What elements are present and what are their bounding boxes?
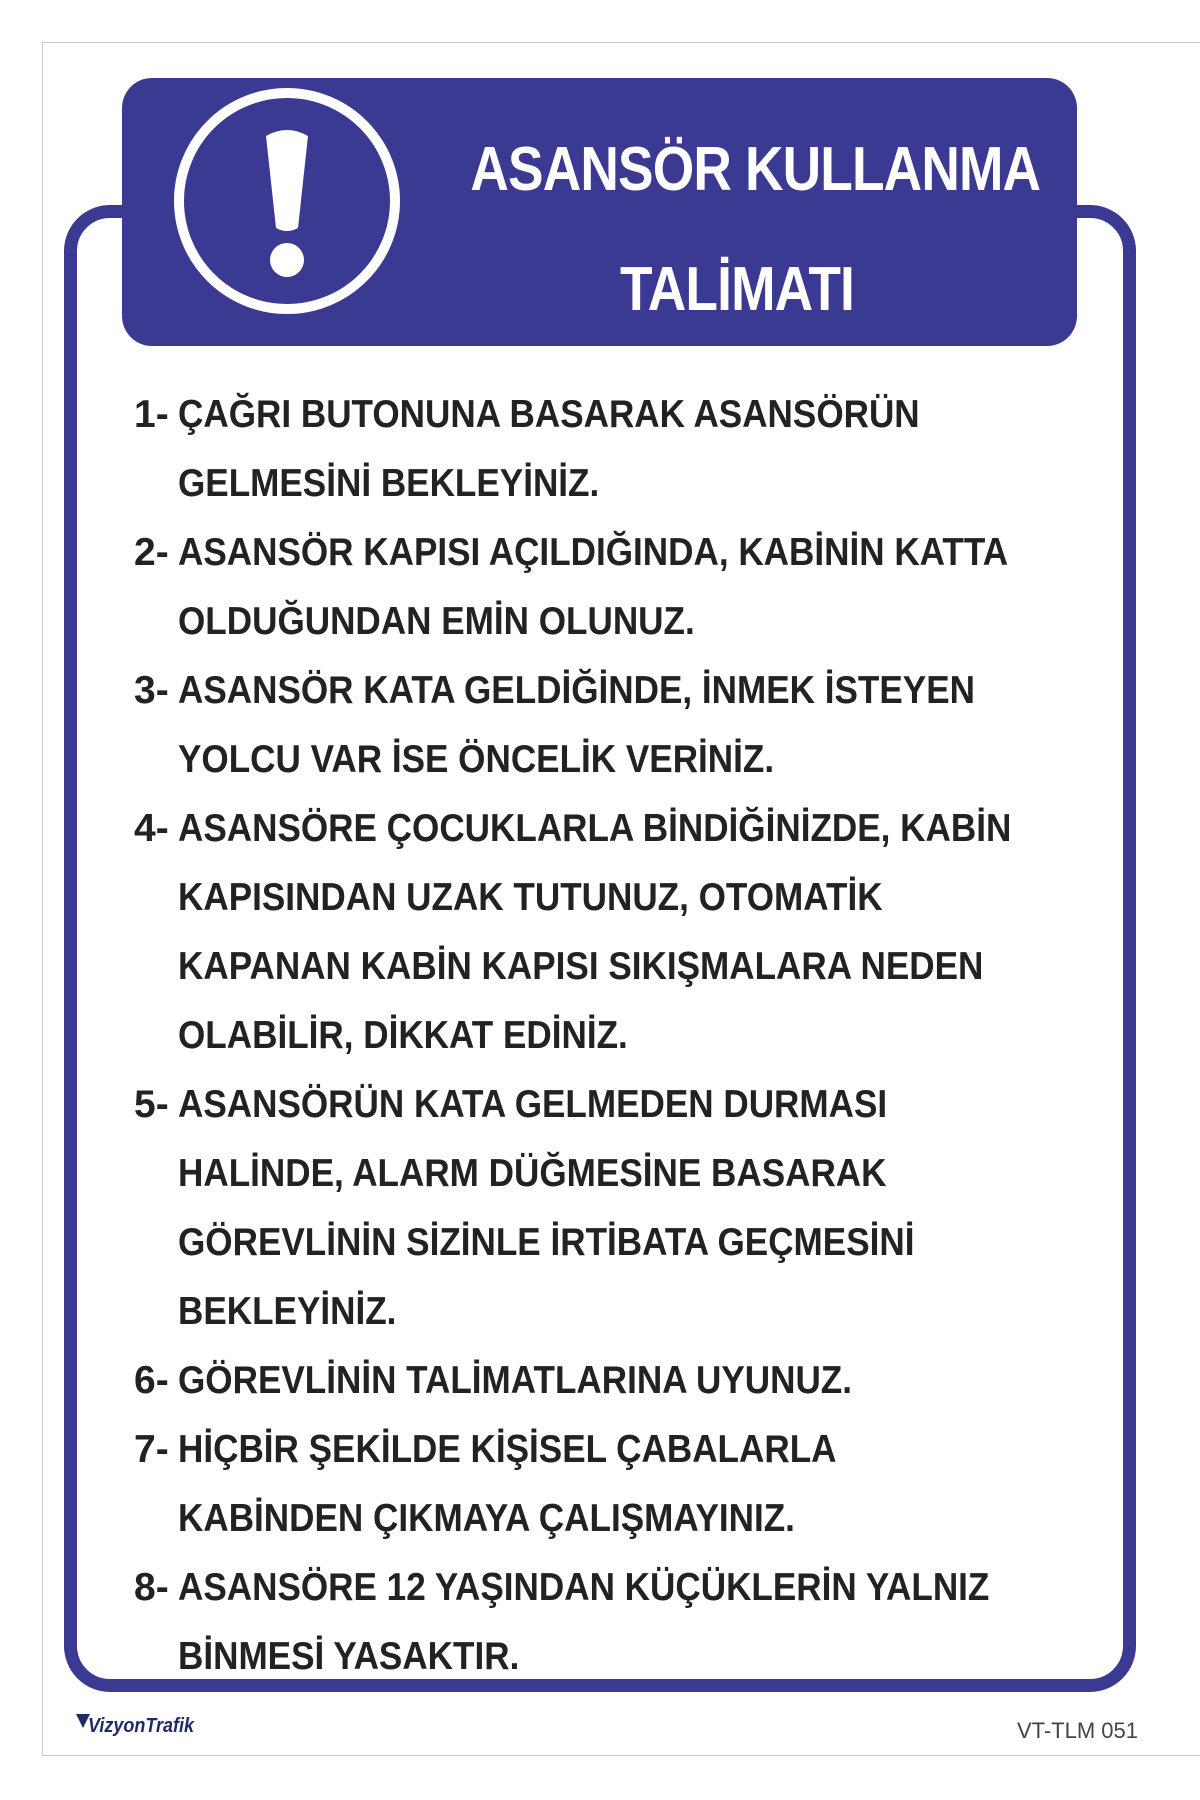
sign-title (470, 110, 1041, 350)
rule-text: ASANSÖRÜN KATA GELMEDEN DURMASI HALİNDE, ALARM DÜĞMESİNE BASARAK GÖREVLİNİN SİZİNLE İRTİBATA GEÇMESİNİ BEKLEYİNİZ. (178, 1083, 915, 1333)
rule-number: 5- (134, 1083, 169, 1126)
rule-number: 8- (134, 1566, 169, 1609)
list-item (134, 656, 1124, 794)
product-code: VT-TLM 051 (1016, 1718, 1138, 1743)
header-banner (122, 78, 1077, 346)
list-item (134, 518, 1124, 656)
rule-text: GÖREVLİNİN TALİMATLARINA UYUNUZ. (178, 1359, 853, 1402)
exclamation-icon (174, 88, 400, 314)
rules-list (134, 380, 1124, 1691)
rule-text: ASANSÖR KAPISI AÇILDIĞINDA, KABİNİN KATTA OLDUĞUNDAN EMİN OLUNUZ. (178, 531, 1007, 643)
list-item (134, 1070, 1124, 1346)
title-line-2: TALİMATI (620, 255, 854, 324)
list-item (134, 794, 1124, 1070)
rule-text: ÇAĞRI BUTONUNA BASARAK ASANSÖRÜN GELMESİNİ BEKLEYİNİZ. (178, 393, 920, 505)
list-item (134, 380, 1124, 518)
title-line-1: ASANSÖR KULLANMA (470, 135, 1041, 204)
logo-text: VizyonTrafik (88, 1715, 195, 1737)
list-item (134, 1415, 1124, 1553)
rule-number: 1- (134, 393, 169, 436)
brand-logo (76, 1712, 216, 1748)
list-item (134, 1346, 1124, 1415)
rule-text: HİÇBİR ŞEKİLDE KİŞİSEL ÇABALARLA KABİNDEN ÇIKMAYA ÇALIŞMAYINIZ. (178, 1428, 836, 1540)
rule-number: 4- (134, 807, 169, 850)
rule-number: 6- (134, 1359, 169, 1402)
rule-text: ASANSÖRE 12 YAŞINDAN KÜÇÜKLERİN YALNIZ BİNMESİ YASAKTIR. (178, 1566, 990, 1678)
rule-number: 2- (134, 531, 169, 574)
list-item (134, 1553, 1124, 1691)
rule-number: 3- (134, 669, 169, 712)
rule-text: ASANSÖRE ÇOCUKLARLA BİNDİĞİNİZDE, KABİN KAPISINDAN UZAK TUTUNUZ, OTOMATİK KAPANAN KABİN KAPISI SIKIŞMALARA NEDEN OLABİLİR, DİKKAT EDİNİZ. (178, 807, 1012, 1057)
rule-text: ASANSÖR KATA GELDİĞİNDE, İNMEK İSTEYEN YOLCU VAR İSE ÖNCELİK VERİNİZ. (178, 669, 975, 781)
rule-number: 7- (134, 1428, 169, 1471)
